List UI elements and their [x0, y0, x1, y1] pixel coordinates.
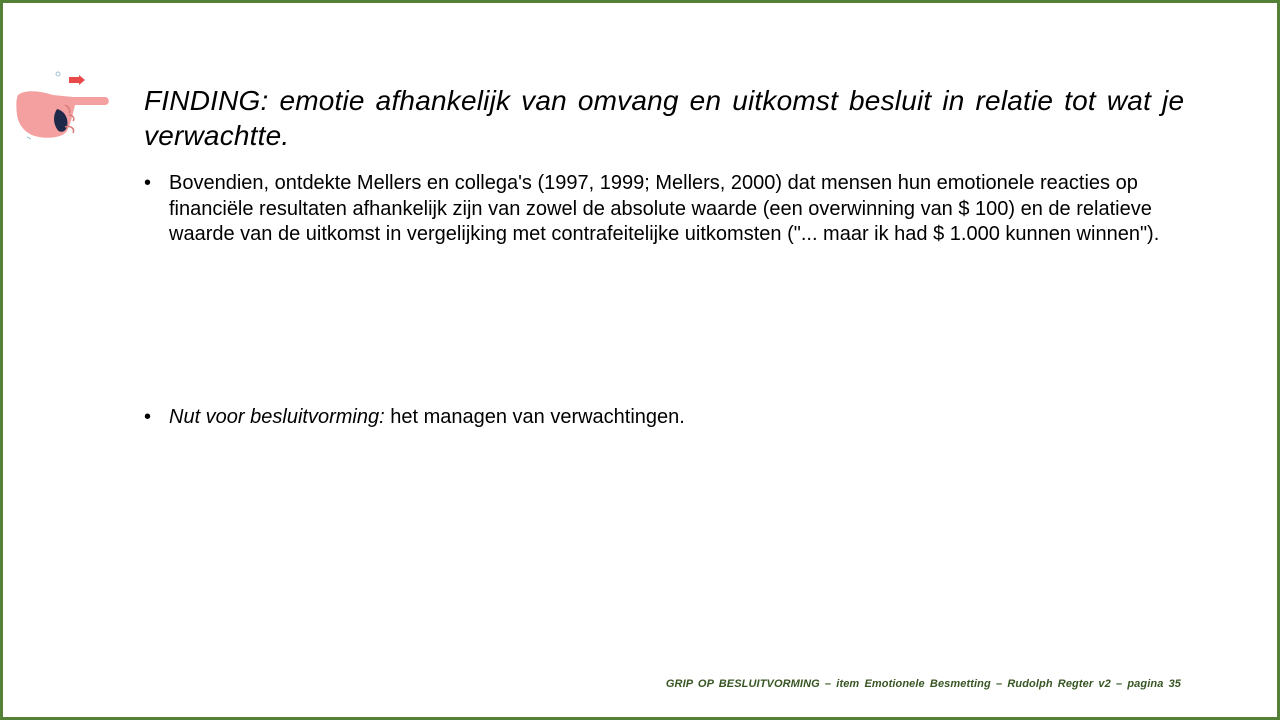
bullet-list — [144, 171, 1184, 248]
bullet-item-2 — [144, 405, 1184, 431]
bullet-marker: • — [144, 406, 152, 428]
bullet-marker: • — [144, 172, 152, 194]
bullet-italic-label: Nut voor besluitvorming: — [169, 406, 385, 428]
slide-title: FINDING: emotie afhankelijk van omvang en uitkomst besluit in relatie tot wat je verwachtte. — [144, 85, 1185, 151]
bullet-item-1 — [144, 171, 1184, 248]
slide-footer: GRIP OP BESLUITVORMING – item Emotionele Besmetting – Rudolph Regter v2 – pagina 35 — [665, 678, 1181, 690]
bullet-text: Bovendien, ontdekte Mellers en collega's (1997, 1999; Mellers, 2000) dat mensen hun emotionele reacties op financiële resultaten afhankelijk zijn van zowel de absolute waarde (een overwinning van $ 100) en de relatieve waarde van de uitkomst in vergelijking met contrafeitelijke uitkomsten ("... maar ik had $ 1.000 kunnen winnen"). — [169, 172, 1160, 245]
pointing-hand-icon — [13, 67, 113, 147]
bullet-text: het managen van verwachtingen. — [384, 406, 685, 428]
